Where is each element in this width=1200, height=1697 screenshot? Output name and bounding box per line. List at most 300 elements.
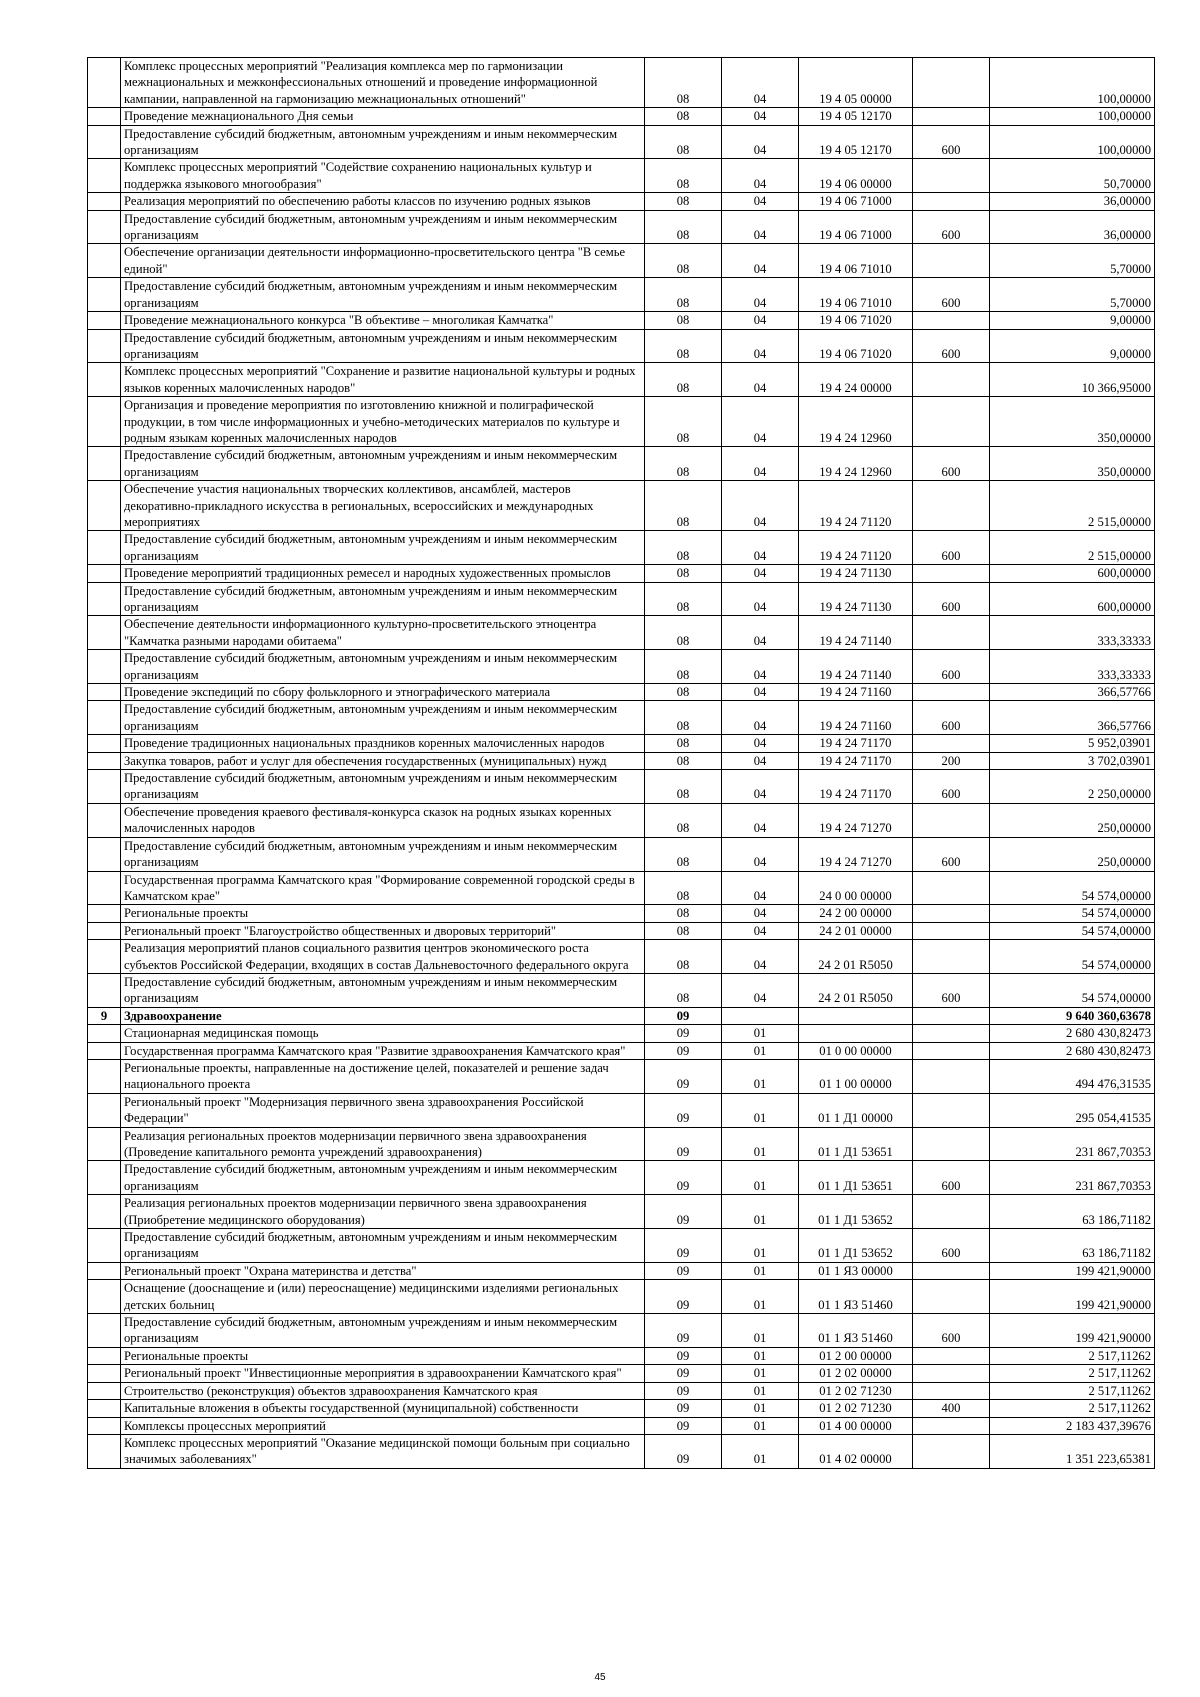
row-target-article: 19 4 06 00000	[799, 159, 913, 193]
row-subsection-code: 01	[722, 1347, 799, 1364]
row-number	[88, 1093, 121, 1127]
row-target-article: 19 4 24 71170	[799, 752, 913, 769]
row-target-article: 24 2 00 00000	[799, 905, 913, 922]
row-expense-type: 600	[913, 973, 990, 1007]
row-target-article: 01 1 Д1 53651	[799, 1127, 913, 1161]
row-amount: 63 186,71182	[990, 1229, 1155, 1263]
row-number	[88, 244, 121, 278]
row-number	[88, 1025, 121, 1042]
table-row	[88, 770, 1155, 804]
row-subsection-code: 01	[722, 1280, 799, 1314]
row-name: Комплекс процессных мероприятий "Оказание медицинской помощи больным при социально значимых заболеваниях"	[121, 1434, 645, 1468]
row-target-article: 19 4 24 71130	[799, 565, 913, 582]
row-amount: 36,00000	[990, 210, 1155, 244]
row-section-code: 08	[645, 565, 722, 582]
row-subsection-code: 04	[722, 922, 799, 939]
row-number	[88, 1382, 121, 1399]
row-section-code: 09	[645, 1314, 722, 1348]
row-expense-type: 400	[913, 1400, 990, 1417]
row-subsection-code: 04	[722, 565, 799, 582]
row-subsection-code: 01	[722, 1314, 799, 1348]
row-expense-type	[913, 616, 990, 650]
row-expense-type	[913, 1280, 990, 1314]
table-row	[88, 905, 1155, 922]
row-amount: 54 574,00000	[990, 922, 1155, 939]
row-name: Государственная программа Камчатского края "Формирование современной городской среды в Камчатском крае"	[121, 871, 645, 905]
table-row	[88, 1059, 1155, 1093]
row-amount: 2 515,00000	[990, 481, 1155, 531]
row-subsection-code: 01	[722, 1127, 799, 1161]
row-number	[88, 565, 121, 582]
row-section-code: 08	[645, 278, 722, 312]
table-row	[88, 973, 1155, 1007]
row-expense-type: 600	[913, 701, 990, 735]
table-row	[88, 108, 1155, 125]
row-section-code: 08	[645, 973, 722, 1007]
row-target-article: 19 4 06 71000	[799, 210, 913, 244]
row-amount: 54 574,00000	[990, 905, 1155, 922]
row-amount: 5 952,03901	[990, 735, 1155, 752]
row-section-code: 09	[645, 1365, 722, 1382]
row-section-code: 08	[645, 922, 722, 939]
row-subsection-code: 01	[722, 1025, 799, 1042]
row-number	[88, 1417, 121, 1434]
row-subsection-code: 01	[722, 1042, 799, 1059]
row-expense-type	[913, 905, 990, 922]
table-row	[88, 752, 1155, 769]
row-subsection-code: 01	[722, 1059, 799, 1093]
row-number	[88, 1161, 121, 1195]
row-section-code: 08	[645, 312, 722, 329]
row-expense-type	[913, 159, 990, 193]
row-target-article: 24 0 00 00000	[799, 871, 913, 905]
row-section-code: 09	[645, 1059, 722, 1093]
row-section-code: 08	[645, 58, 722, 108]
row-number	[88, 770, 121, 804]
row-amount: 2 183 437,39676	[990, 1417, 1155, 1434]
row-target-article: 19 4 24 71170	[799, 735, 913, 752]
table-row	[88, 565, 1155, 582]
row-target-article: 19 4 24 71120	[799, 531, 913, 565]
row-amount: 350,00000	[990, 397, 1155, 447]
row-expense-type	[913, 312, 990, 329]
row-name: Предоставление субсидий бюджетным, автономным учреждениям и иным некоммерческим организациям	[121, 278, 645, 312]
row-target-article: 24 2 01 00000	[799, 922, 913, 939]
row-amount: 3 702,03901	[990, 752, 1155, 769]
row-target-article: 01 2 02 71230	[799, 1400, 913, 1417]
row-subsection-code: 04	[722, 905, 799, 922]
row-amount: 10 366,95000	[990, 363, 1155, 397]
row-section-code: 08	[645, 329, 722, 363]
row-name: Предоставление субсидий бюджетным, автономным учреждениям и иным некоммерческим организациям	[121, 770, 645, 804]
row-number	[88, 125, 121, 159]
row-amount: 9 640 360,63678	[990, 1007, 1155, 1024]
row-number	[88, 278, 121, 312]
row-amount: 600,00000	[990, 582, 1155, 616]
table-row	[88, 1280, 1155, 1314]
table-row	[88, 803, 1155, 837]
row-amount: 231 867,70353	[990, 1161, 1155, 1195]
row-name: Предоставление субсидий бюджетным, автономным учреждениям и иным некоммерческим организациям	[121, 329, 645, 363]
row-expense-type	[913, 1434, 990, 1468]
row-subsection-code: 01	[722, 1417, 799, 1434]
row-target-article: 19 4 06 71020	[799, 329, 913, 363]
row-name: Предоставление субсидий бюджетным, автономным учреждениям и иным некоммерческим организациям	[121, 973, 645, 1007]
row-section-code: 08	[645, 210, 722, 244]
row-expense-type	[913, 940, 990, 974]
row-expense-type	[913, 363, 990, 397]
table-row	[88, 312, 1155, 329]
row-section-code: 09	[645, 1007, 722, 1024]
table-row	[88, 531, 1155, 565]
row-amount: 199 421,90000	[990, 1262, 1155, 1279]
table-row	[88, 1382, 1155, 1399]
row-section-code: 09	[645, 1025, 722, 1042]
row-section-code: 08	[645, 125, 722, 159]
row-number	[88, 1262, 121, 1279]
row-amount: 2 517,11262	[990, 1400, 1155, 1417]
row-number	[88, 1059, 121, 1093]
row-number	[88, 752, 121, 769]
row-number	[88, 1195, 121, 1229]
row-expense-type	[913, 1025, 990, 1042]
row-expense-type	[913, 1042, 990, 1059]
row-subsection-code: 04	[722, 770, 799, 804]
row-target-article: 19 4 24 12960	[799, 447, 913, 481]
table-row	[88, 329, 1155, 363]
row-amount: 250,00000	[990, 837, 1155, 871]
row-subsection-code: 01	[722, 1365, 799, 1382]
row-amount: 2 517,11262	[990, 1382, 1155, 1399]
row-section-code: 09	[645, 1347, 722, 1364]
row-number	[88, 1347, 121, 1364]
row-name: Предоставление субсидий бюджетным, автономным учреждениям и иным некоммерческим организациям	[121, 701, 645, 735]
row-name: Реализация региональных проектов модернизации первичного звена здравоохранения (Приобретение медицинского оборудования)	[121, 1195, 645, 1229]
row-expense-type	[913, 1262, 990, 1279]
row-target-article: 19 4 05 12170	[799, 125, 913, 159]
row-section-code: 08	[645, 803, 722, 837]
row-number	[88, 922, 121, 939]
row-section-code: 09	[645, 1262, 722, 1279]
table-row	[88, 684, 1155, 701]
table-row	[88, 1417, 1155, 1434]
row-target-article: 19 4 06 71020	[799, 312, 913, 329]
row-number	[88, 1400, 121, 1417]
row-subsection-code: 04	[722, 481, 799, 531]
row-section-code: 09	[645, 1127, 722, 1161]
row-section-code: 09	[645, 1280, 722, 1314]
row-expense-type: 600	[913, 770, 990, 804]
row-amount: 9,00000	[990, 329, 1155, 363]
row-name: Строительство (реконструкция) объектов здравоохранения Камчатского края	[121, 1382, 645, 1399]
row-name: Организация и проведение мероприятия по изготовлению книжной и полиграфической продукции, в том числе информационных и учебно-методических материалов по культуре и родным языкам коренных малочисленных народов	[121, 397, 645, 447]
row-name: Предоставление субсидий бюджетным, автономным учреждениям и иным некоммерческим организациям	[121, 210, 645, 244]
row-number	[88, 193, 121, 210]
row-name: Региональные проекты	[121, 905, 645, 922]
row-amount: 100,00000	[990, 108, 1155, 125]
row-expense-type	[913, 1382, 990, 1399]
row-target-article: 01 1 Я3 00000	[799, 1262, 913, 1279]
row-name: Предоставление субсидий бюджетным, автономным учреждениям и иным некоммерческим организациям	[121, 837, 645, 871]
table-row	[88, 278, 1155, 312]
table-row	[88, 1025, 1155, 1042]
row-name: Проведение экспедиций по сбору фольклорного и этнографического материала	[121, 684, 645, 701]
table-row	[88, 1314, 1155, 1348]
row-amount: 600,00000	[990, 565, 1155, 582]
row-expense-type	[913, 735, 990, 752]
row-subsection-code: 04	[722, 159, 799, 193]
row-amount: 5,70000	[990, 278, 1155, 312]
row-amount: 5,70000	[990, 244, 1155, 278]
row-amount: 2 517,11262	[990, 1365, 1155, 1382]
row-subsection-code: 04	[722, 447, 799, 481]
row-section-code: 08	[645, 244, 722, 278]
row-target-article: 01 2 02 00000	[799, 1365, 913, 1382]
row-expense-type: 600	[913, 1314, 990, 1348]
row-number	[88, 329, 121, 363]
row-name: Проведение мероприятий традиционных ремесел и народных художественных промыслов	[121, 565, 645, 582]
row-expense-type	[913, 1195, 990, 1229]
row-expense-type	[913, 1127, 990, 1161]
row-section-code: 08	[645, 481, 722, 531]
row-section-code: 08	[645, 108, 722, 125]
row-expense-type	[913, 565, 990, 582]
row-section-code: 09	[645, 1093, 722, 1127]
row-number	[88, 210, 121, 244]
row-subsection-code: 04	[722, 837, 799, 871]
row-expense-type	[913, 244, 990, 278]
row-amount: 2 680 430,82473	[990, 1025, 1155, 1042]
row-number	[88, 940, 121, 974]
row-section-code: 08	[645, 650, 722, 684]
row-number	[88, 1127, 121, 1161]
row-section-code: 08	[645, 616, 722, 650]
row-target-article: 19 4 24 71160	[799, 701, 913, 735]
row-subsection-code: 01	[722, 1382, 799, 1399]
row-name: Проведение межнационального конкурса "В объективе – многоликая Камчатка"	[121, 312, 645, 329]
row-name: Капитальные вложения в объекты государственной (муниципальной) собственности	[121, 1400, 645, 1417]
row-target-article: 19 4 24 71270	[799, 837, 913, 871]
row-amount: 9,00000	[990, 312, 1155, 329]
row-target-article	[799, 1025, 913, 1042]
row-target-article: 01 1 Я3 51460	[799, 1314, 913, 1348]
row-target-article: 19 4 05 12170	[799, 108, 913, 125]
row-number	[88, 397, 121, 447]
row-subsection-code: 01	[722, 1195, 799, 1229]
row-name: Комплексы процессных мероприятий	[121, 1417, 645, 1434]
table-row	[88, 1262, 1155, 1279]
row-number	[88, 363, 121, 397]
row-amount: 199 421,90000	[990, 1280, 1155, 1314]
row-section-code: 09	[645, 1161, 722, 1195]
row-name: Региональный проект "Охрана материнства и детства"	[121, 1262, 645, 1279]
row-subsection-code	[722, 1007, 799, 1024]
row-amount: 2 250,00000	[990, 770, 1155, 804]
table-row	[88, 650, 1155, 684]
row-expense-type	[913, 1007, 990, 1024]
table-row	[88, 125, 1155, 159]
row-number	[88, 582, 121, 616]
row-number	[88, 531, 121, 565]
row-name: Комплекс процессных мероприятий "Содействие сохранению национальных культур и поддержка языкового многообразия"	[121, 159, 645, 193]
table-row	[88, 1042, 1155, 1059]
table-row	[88, 481, 1155, 531]
table-row	[88, 1347, 1155, 1364]
table-row	[88, 210, 1155, 244]
row-name: Обеспечение организации деятельности информационно-просветительского центра "В семье единой"	[121, 244, 645, 278]
table-row	[88, 582, 1155, 616]
row-expense-type	[913, 684, 990, 701]
row-section-code: 08	[645, 582, 722, 616]
row-target-article: 19 4 24 71130	[799, 582, 913, 616]
row-name: Государственная программа Камчатского края "Развитие здравоохранения Камчатского края"	[121, 1042, 645, 1059]
row-target-article: 19 4 24 71160	[799, 684, 913, 701]
row-number	[88, 701, 121, 735]
row-amount: 333,33333	[990, 616, 1155, 650]
row-expense-type	[913, 803, 990, 837]
row-subsection-code: 04	[722, 278, 799, 312]
budget-table	[87, 57, 1155, 1469]
row-amount: 54 574,00000	[990, 973, 1155, 1007]
row-section-code: 08	[645, 531, 722, 565]
row-expense-type: 600	[913, 329, 990, 363]
table-row	[88, 1127, 1155, 1161]
row-expense-type: 600	[913, 582, 990, 616]
row-section-code: 09	[645, 1434, 722, 1468]
row-target-article: 01 1 Д1 53652	[799, 1229, 913, 1263]
row-expense-type: 600	[913, 278, 990, 312]
row-name: Региональные проекты, направленные на достижение целей, показателей и решение задач национального проекта	[121, 1059, 645, 1093]
row-target-article: 19 4 24 71170	[799, 770, 913, 804]
row-amount: 63 186,71182	[990, 1195, 1155, 1229]
row-number	[88, 1042, 121, 1059]
row-name: Предоставление субсидий бюджетным, автономным учреждениям и иным некоммерческим организациям	[121, 447, 645, 481]
row-subsection-code: 04	[722, 752, 799, 769]
table-row	[88, 1007, 1155, 1024]
row-section-code: 09	[645, 1195, 722, 1229]
row-target-article: 01 1 00 00000	[799, 1059, 913, 1093]
row-section-code: 08	[645, 871, 722, 905]
row-section-code: 09	[645, 1382, 722, 1399]
row-section-code: 08	[645, 735, 722, 752]
row-name: Региональные проекты	[121, 1347, 645, 1364]
row-expense-type	[913, 58, 990, 108]
row-subsection-code: 01	[722, 1161, 799, 1195]
row-expense-type	[913, 108, 990, 125]
row-amount: 50,70000	[990, 159, 1155, 193]
row-expense-type	[913, 1347, 990, 1364]
row-section-code: 09	[645, 1042, 722, 1059]
page-number: 45	[594, 1672, 606, 1683]
row-number	[88, 905, 121, 922]
row-subsection-code: 04	[722, 363, 799, 397]
row-amount: 36,00000	[990, 193, 1155, 210]
row-amount: 2 517,11262	[990, 1347, 1155, 1364]
row-number	[88, 481, 121, 531]
table-row	[88, 1434, 1155, 1468]
row-target-article: 19 4 24 71270	[799, 803, 913, 837]
row-target-article: 19 4 24 71120	[799, 481, 913, 531]
row-number	[88, 1365, 121, 1382]
row-number	[88, 837, 121, 871]
row-name: Реализация региональных проектов модернизации первичного звена здравоохранения (Проведение капитального ремонта учреждений здравоохранения)	[121, 1127, 645, 1161]
row-target-article	[799, 1007, 913, 1024]
table-row	[88, 58, 1155, 108]
row-number	[88, 803, 121, 837]
row-name: Здравоохранение	[121, 1007, 645, 1024]
row-amount: 366,57766	[990, 701, 1155, 735]
row-subsection-code: 04	[722, 701, 799, 735]
row-number	[88, 1314, 121, 1348]
row-amount: 366,57766	[990, 684, 1155, 701]
row-target-article: 01 1 Д1 53651	[799, 1161, 913, 1195]
row-name: Региональный проект "Модернизация первичного звена здравоохранения Российской Федерации"	[121, 1093, 645, 1127]
row-expense-type: 600	[913, 125, 990, 159]
row-amount: 2 515,00000	[990, 531, 1155, 565]
row-number	[88, 1280, 121, 1314]
row-number	[88, 684, 121, 701]
row-target-article: 01 1 Я3 51460	[799, 1280, 913, 1314]
table-row	[88, 397, 1155, 447]
row-number	[88, 108, 121, 125]
row-subsection-code: 04	[722, 684, 799, 701]
table-row	[88, 159, 1155, 193]
row-section-code: 08	[645, 905, 722, 922]
row-section-code: 08	[645, 837, 722, 871]
row-target-article: 01 0 00 00000	[799, 1042, 913, 1059]
row-target-article: 19 4 24 71140	[799, 616, 913, 650]
row-name: Обеспечение участия национальных творческих коллективов, ансамблей, мастеров декоративно-прикладного искусства в региональных, всероссийских и международных мероприятиях	[121, 481, 645, 531]
row-expense-type	[913, 871, 990, 905]
row-amount: 494 476,31535	[990, 1059, 1155, 1093]
row-number	[88, 650, 121, 684]
row-expense-type	[913, 193, 990, 210]
table-row	[88, 363, 1155, 397]
row-name: Предоставление субсидий бюджетным, автономным учреждениям и иным некоммерческим организациям	[121, 582, 645, 616]
row-target-article: 24 2 01 R5050	[799, 973, 913, 1007]
row-expense-type	[913, 481, 990, 531]
table-row	[88, 940, 1155, 974]
row-target-article: 01 4 02 00000	[799, 1434, 913, 1468]
row-name: Комплекс процессных мероприятий "Сохранение и развитие национальной культуры и родных языков коренных малочисленных народов"	[121, 363, 645, 397]
row-target-article: 01 1 Д1 00000	[799, 1093, 913, 1127]
row-name: Обеспечение деятельности информационного культурно-просветительского этноцентра "Камчатка разными народами обитаема"	[121, 616, 645, 650]
row-expense-type	[913, 1417, 990, 1434]
row-number	[88, 1229, 121, 1263]
row-subsection-code: 04	[722, 803, 799, 837]
row-expense-type: 600	[913, 1161, 990, 1195]
row-section-code: 08	[645, 447, 722, 481]
row-name: Предоставление субсидий бюджетным, автономным учреждениям и иным некоммерческим организациям	[121, 1314, 645, 1348]
row-number: 9	[88, 1007, 121, 1024]
row-expense-type: 600	[913, 1229, 990, 1263]
row-subsection-code: 04	[722, 940, 799, 974]
row-name: Реализация мероприятий по обеспечению работы классов по изучению родных языков	[121, 193, 645, 210]
row-subsection-code: 04	[722, 193, 799, 210]
table-row	[88, 1195, 1155, 1229]
row-section-code: 08	[645, 701, 722, 735]
row-name: Оснащение (дооснащение и (или) переоснащение) медицинскими изделиями региональных детских больниц	[121, 1280, 645, 1314]
row-expense-type	[913, 397, 990, 447]
row-subsection-code: 04	[722, 616, 799, 650]
table-row	[88, 735, 1155, 752]
row-expense-type: 600	[913, 650, 990, 684]
row-expense-type	[913, 922, 990, 939]
row-amount: 250,00000	[990, 803, 1155, 837]
row-name: Стационарная медицинская помощь	[121, 1025, 645, 1042]
row-subsection-code: 01	[722, 1434, 799, 1468]
row-amount: 2 680 430,82473	[990, 1042, 1155, 1059]
